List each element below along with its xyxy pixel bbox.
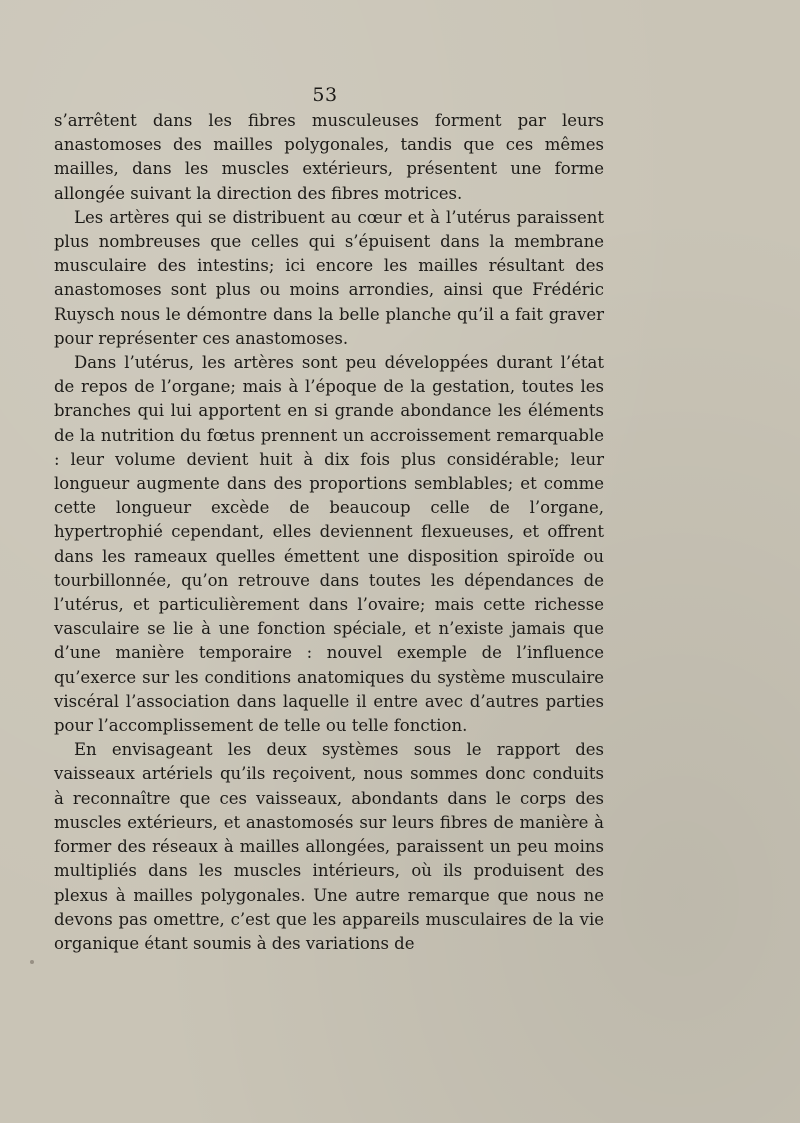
paragraph: Les artères qui se distribuent au cœur et à l’utérus paraissent plus nombreuses que celles qui s’épuisent dans la membrane musculaire des intestins; ici encore les mailles résultant des anastomoses sont plus ou moins arrondies, ainsi que Frédéric Ruysch nous le démontre dans la belle planche qu’il a fait graver pour représenter ces anastomoses. <box>54 207 604 348</box>
body-text <box>54 109 604 956</box>
paragraph: En envisageant les deux systèmes sous le rapport des vaisseaux artériels qu’ils reçoivent, nous sommes donc conduits à reconnaître que ces vaisseaux, abondants dans le corps des muscles extérieurs, et anastomosés sur leurs fibres de manière à former des réseaux à mailles allongées, paraissent un peu moins multipliés dans les muscles intérieurs, où ils produisent des plexus à mailles polygonales. Une autre remarque que nous ne devons pas omettre, c’est que les appareils musculaires de la vie organique étant soumis à des variations de <box>54 740 604 953</box>
paper-stain <box>30 960 34 964</box>
paragraph: Dans l’utérus, les artères sont peu développées durant l’état de repos de l’organe; mais à l’époque de la gestation, toutes les branches qui lui apportent en si grande abondance les éléments de la nutrition du fœtus prennent un accroissement remarquable : leur volume devient huit à dix fois plus considérable; leur longueur augmente dans des proportions semblables; et comme cette longueur excède de beaucoup celle de l’organe, hypertrophié cependant, elles deviennent flexueuses, et offrent dans les rameaux quelles émettent une disposition spiroïde ou tourbillonnée, qu’on retrouve dans toutes les dépendances de l’utérus, et particulièrement dans l’ovaire; mais cette richesse vasculaire se lie à une fonction spéciale, et n’existe jamais que d’une manière temporaire : nouvel exemple de l’influence qu’exerce sur les conditions anatomiques du système musculaire viscéral l’association dans laquelle il entre avec d’autres parties pour l’accomplissement de telle ou telle fonction. <box>54 353 604 736</box>
page-number: 53 <box>312 84 338 106</box>
paragraph: s’arrêtent dans les fibres musculeuses forment par leurs anastomoses des mailles polygonales, tandis que ces mêmes mailles, dans les muscles extérieurs, présentent une forme allongée suivant la direction des fibres motrices. <box>54 111 604 203</box>
